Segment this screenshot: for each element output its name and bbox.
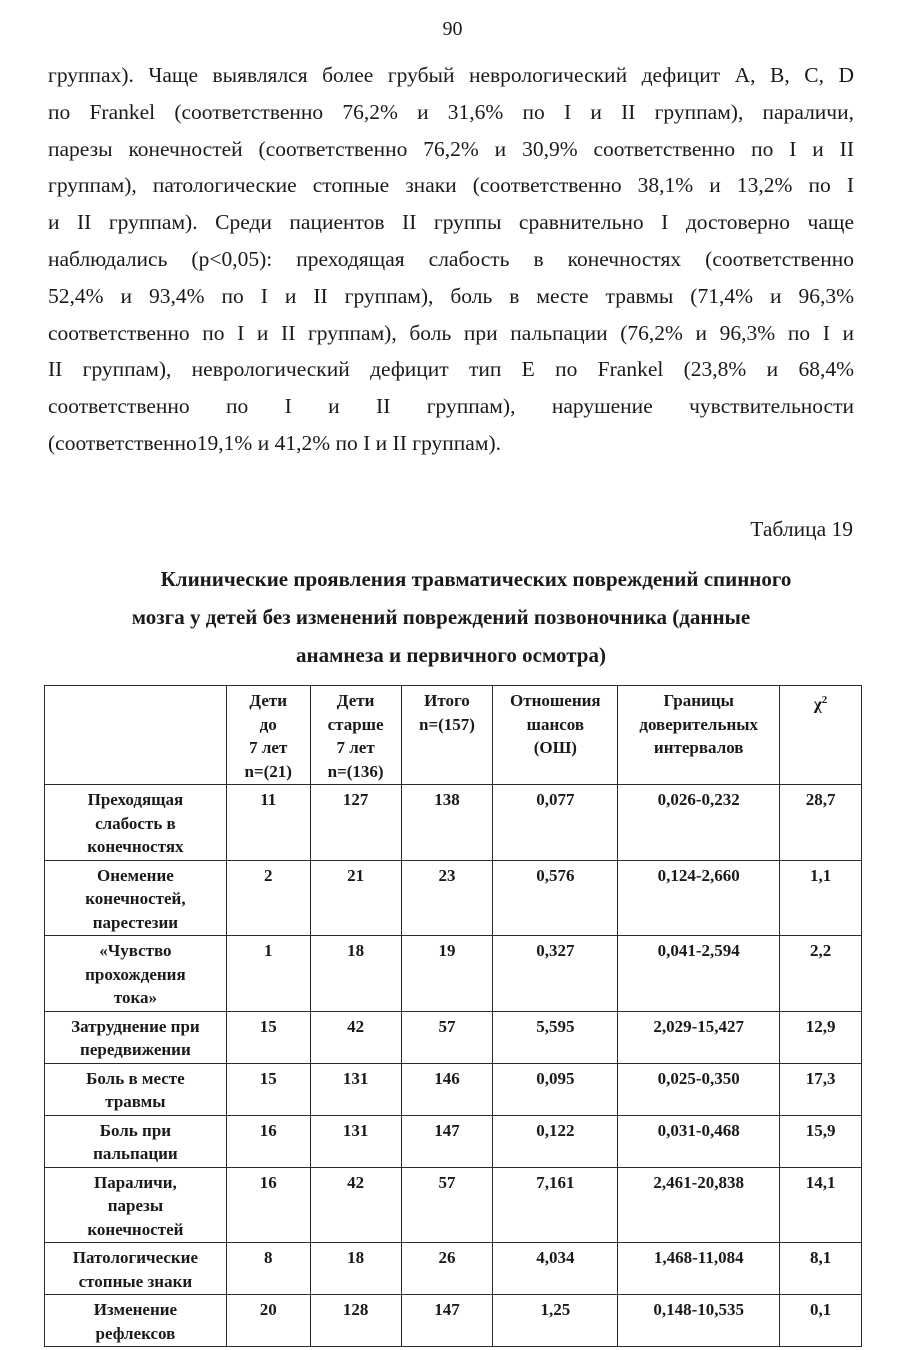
cell-children-under-7: 16 bbox=[226, 1115, 310, 1167]
cell-chi-square: 2,2 bbox=[780, 936, 862, 1012]
table-row bbox=[45, 1115, 862, 1167]
paragraph-line: (соответственно19,1% и 41,2% по I и II группам). bbox=[48, 430, 501, 455]
cell-children-over-7: 42 bbox=[310, 1167, 401, 1243]
row-label: Преходящая слабость в конечностях bbox=[45, 785, 227, 861]
data-table bbox=[44, 685, 862, 1347]
paragraph-line: 52,4% и 93,4% по I и II группам), боль в месте травмы (71,4% и 96,3% bbox=[48, 283, 854, 308]
header-confidence-interval: Границы доверительных интервалов bbox=[618, 686, 780, 785]
table-row bbox=[45, 1063, 862, 1115]
header-chi-square: $\chi^2$ bbox=[780, 686, 862, 785]
table-header-row bbox=[45, 686, 862, 785]
page-number: 90 bbox=[442, 18, 463, 40]
cell-odds-ratio: 5,595 bbox=[493, 1011, 618, 1063]
paragraph-line: соответственно по I и II группам), боль при пальпации (76,2% и 96,3% по I и bbox=[48, 320, 854, 345]
cell-chi-square: 15,9 bbox=[780, 1115, 862, 1167]
cell-confidence-interval: 2,029-15,427 bbox=[618, 1011, 780, 1063]
cell-children-under-7: 11 bbox=[226, 785, 310, 861]
table-title-line: Клинические проявления травматических повреждений спинного bbox=[160, 567, 792, 591]
cell-total: 138 bbox=[401, 785, 493, 861]
cell-chi-square: 1,1 bbox=[780, 860, 862, 936]
cell-total: 23 bbox=[401, 860, 493, 936]
header-children-under-7: Дети до 7 лет n=(21) bbox=[226, 686, 310, 785]
paragraph-line: II группам), неврологический дефицит тип E по Frankel (23,8% и 68,4% bbox=[48, 357, 854, 382]
cell-confidence-interval: 0,025-0,350 bbox=[618, 1063, 780, 1115]
row-label: Боль в месте травмы bbox=[45, 1063, 227, 1115]
row-label: Онемение конечностей, парестезии bbox=[45, 860, 227, 936]
row-label: Изменение рефлексов bbox=[45, 1295, 227, 1347]
paragraph-line: по Frankel (соответственно 76,2% и 31,6% по I и II группам), параличи, bbox=[48, 99, 854, 124]
cell-total: 147 bbox=[401, 1115, 493, 1167]
header-children-over-7: Дети старше 7 лет n=(136) bbox=[310, 686, 401, 785]
cell-children-over-7: 42 bbox=[310, 1011, 401, 1063]
row-label: Параличи, парезы конечностей bbox=[45, 1167, 227, 1243]
table-title-line: анамнеза и первичного осмотра) bbox=[296, 643, 606, 667]
cell-odds-ratio: 4,034 bbox=[493, 1243, 618, 1295]
cell-total: 146 bbox=[401, 1063, 493, 1115]
cell-chi-square: 28,7 bbox=[780, 785, 862, 861]
table-row bbox=[45, 1295, 862, 1347]
cell-odds-ratio: 0,095 bbox=[493, 1063, 618, 1115]
paragraph-line: парезы конечностей (соответственно 76,2% и 30,9% соответственно по I и II bbox=[48, 136, 854, 161]
cell-odds-ratio: 0,122 bbox=[493, 1115, 618, 1167]
cell-children-under-7: 15 bbox=[226, 1011, 310, 1063]
table-row bbox=[45, 1167, 862, 1243]
cell-children-under-7: 20 bbox=[226, 1295, 310, 1347]
cell-total: 147 bbox=[401, 1295, 493, 1347]
cell-confidence-interval: 0,124-2,660 bbox=[618, 860, 780, 936]
cell-children-over-7: 21 bbox=[310, 860, 401, 936]
cell-chi-square: 8,1 bbox=[780, 1243, 862, 1295]
cell-children-over-7: 18 bbox=[310, 936, 401, 1012]
paragraph-line: соответственно по I и II группам), нарушение чувствительности bbox=[48, 394, 854, 419]
cell-total: 57 bbox=[401, 1167, 493, 1243]
cell-confidence-interval: 0,026-0,232 bbox=[618, 785, 780, 861]
cell-odds-ratio: 0,077 bbox=[493, 785, 618, 861]
cell-confidence-interval: 0,031-0,468 bbox=[618, 1115, 780, 1167]
cell-total: 19 bbox=[401, 936, 493, 1012]
cell-chi-square: 0,1 bbox=[780, 1295, 862, 1347]
cell-children-under-7: 16 bbox=[226, 1167, 310, 1243]
cell-total: 57 bbox=[401, 1011, 493, 1063]
cell-children-over-7: 131 bbox=[310, 1115, 401, 1167]
row-label: «Чувство прохождения тока» bbox=[45, 936, 227, 1012]
cell-odds-ratio: 1,25 bbox=[493, 1295, 618, 1347]
cell-chi-square: 12,9 bbox=[780, 1011, 862, 1063]
cell-odds-ratio: 7,161 bbox=[493, 1167, 618, 1243]
cell-children-over-7: 131 bbox=[310, 1063, 401, 1115]
cell-children-over-7: 128 bbox=[310, 1295, 401, 1347]
cell-confidence-interval: 2,461-20,838 bbox=[618, 1167, 780, 1243]
row-label: Патологические стопные знаки bbox=[45, 1243, 227, 1295]
table-row bbox=[45, 1011, 862, 1063]
cell-children-under-7: 8 bbox=[226, 1243, 310, 1295]
table-title bbox=[48, 560, 854, 674]
cell-children-under-7: 1 bbox=[226, 936, 310, 1012]
cell-confidence-interval: 0,041-2,594 bbox=[618, 936, 780, 1012]
header-empty bbox=[45, 686, 227, 785]
table-label: Таблица 19 bbox=[750, 517, 853, 541]
paragraph-line: и II группам). Среди пациентов II группы сравнительно I достоверно чаще bbox=[48, 210, 854, 235]
cell-chi-square: 14,1 bbox=[780, 1167, 862, 1243]
paragraph-line: группам), патологические стопные знаки (соответственно 38,1% и 13,2% по I bbox=[48, 173, 854, 198]
cell-children-over-7: 18 bbox=[310, 1243, 401, 1295]
row-label: Затруднение при передвижении bbox=[45, 1011, 227, 1063]
cell-odds-ratio: 0,327 bbox=[493, 936, 618, 1012]
cell-children-under-7: 15 bbox=[226, 1063, 310, 1115]
table-row bbox=[45, 1243, 862, 1295]
row-label: Боль при пальпации bbox=[45, 1115, 227, 1167]
header-odds-ratio: Отношения шансов (ОШ) bbox=[493, 686, 618, 785]
header-total: Итого n=(157) bbox=[401, 686, 493, 785]
table-title-line: мозга у детей без изменений повреждений позвоночника (данные bbox=[131, 605, 751, 629]
paragraph-line: наблюдались (p<0,05): преходящая слабость в конечностях (соответственно bbox=[48, 246, 854, 271]
cell-odds-ratio: 0,576 bbox=[493, 860, 618, 936]
paragraph-line: группах). Чаще выявлялся более грубый неврологический дефицит A, B, C, D bbox=[48, 63, 854, 87]
cell-confidence-interval: 1,468-11,084 bbox=[618, 1243, 780, 1295]
table-row bbox=[45, 860, 862, 936]
cell-children-under-7: 2 bbox=[226, 860, 310, 936]
body-paragraph bbox=[48, 57, 854, 462]
cell-confidence-interval: 0,148-10,535 bbox=[618, 1295, 780, 1347]
cell-chi-square: 17,3 bbox=[780, 1063, 862, 1115]
cell-total: 26 bbox=[401, 1243, 493, 1295]
table-body bbox=[45, 785, 862, 1347]
table-row bbox=[45, 785, 862, 861]
cell-children-over-7: 127 bbox=[310, 785, 401, 861]
table-row bbox=[45, 936, 862, 1012]
